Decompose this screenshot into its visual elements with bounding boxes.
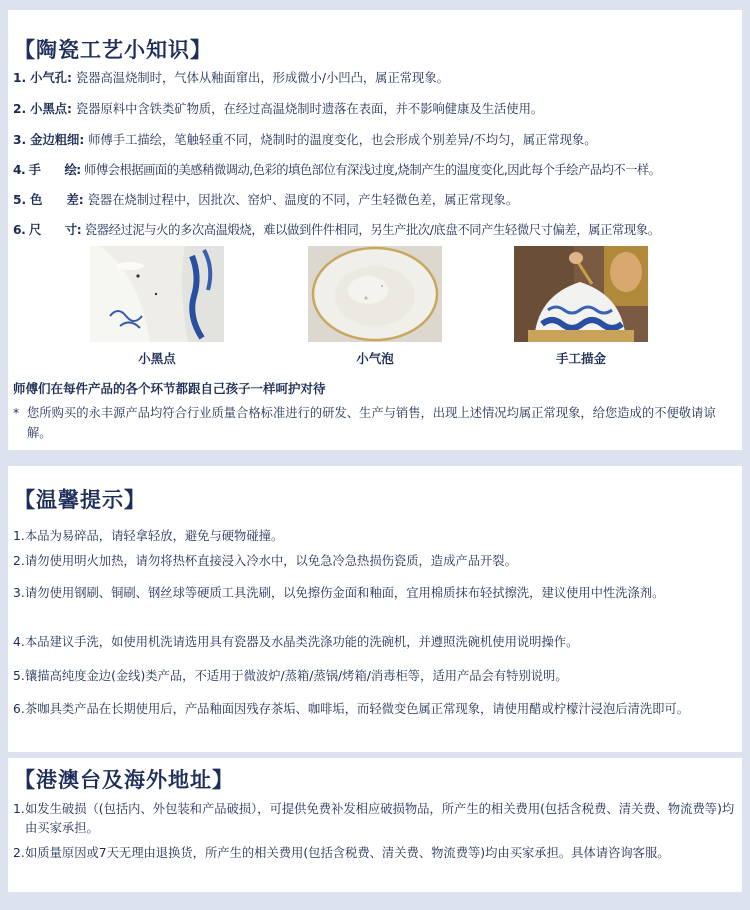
- knowledge-desc: 师傅手工描绘，笔触轻重不同，烧制时的温度变化，也会形成个别差异/不均匀，属正常现象。: [88, 133, 597, 147]
- section-title-knowledge: 【陶瓷工艺小知识】: [14, 38, 212, 62]
- knowledge-term: 小黑点:: [30, 102, 72, 116]
- knowledge-term: 小气孔:: [30, 71, 72, 85]
- overseas-address-section: [8, 758, 742, 892]
- knowledge-desc: 瓷器在烧制过程中，因批次、窑炉、温度的不同，产生轻微色差，属正常现象。: [87, 193, 519, 207]
- hand-gilding-photo: [514, 246, 648, 342]
- knowledge-term: 尺 寸:: [28, 223, 82, 237]
- quality-disclaimer: * 您所购买的永丰源产品均符合行业质量合格标准进行的研发、生产与销售，出现上述情况均属正常现象，给您造成的不便敬请谅解。: [13, 406, 716, 440]
- caption-bubble: 小气泡: [356, 351, 394, 366]
- knowledge-desc: 瓷器原料中含铁类矿物质，在经过高温烧制时遗落在表面，并不影响健康及生活使用。: [75, 102, 544, 116]
- bubble-photo: [308, 246, 442, 342]
- section-title-address: 【港澳台及海外地址】: [14, 768, 234, 792]
- knowledge-term: 色 差:: [30, 193, 84, 207]
- caption-hand-gilding: 手工描金: [555, 351, 606, 366]
- tip-item: 4. 本品建议手洗，如使用机洗请选用具有瓷器及水晶类洗涤功能的洗碗机，并遵照洗碗机使用说明操作。: [13, 635, 579, 649]
- knowledge-item: 6. 尺 寸: 瓷器经过泥与火的多次高温煅烧，难以做到件件相同，另生产批次/底盘不同产生轻微尺寸偏差，属正常现象。: [13, 223, 660, 237]
- caption-black-spot: 小黑点: [138, 351, 176, 366]
- knowledge-item: 3. 金边粗细: 师傅手工描绘，笔触轻重不同，烧制时的温度变化，也会形成个别差异/不均匀，属正常现象。: [13, 133, 597, 147]
- tip-item: 3. 请勿使用钢刷、铜刷、钢丝球等硬质工具洗刷，以免擦伤金面和釉面，宜用棉质抹布轻拭擦洗，建议使用中性洗涤剂。: [13, 586, 665, 600]
- tip-item: 2. 请勿使用明火加热，请勿将热杯直接浸入冷水中，以免急冷急热损伤瓷质，造成产品开裂。: [13, 554, 517, 568]
- knowledge-item: 5. 色 差: 瓷器在烧制过程中，因批次、窑炉、温度的不同，产生轻微色差，属正常现象。: [13, 193, 519, 207]
- tip-item: 5. 镶描高纯度金边(金线)类产品，不适用于微波炉/蒸箱/蒸锅/烤箱/消毒柜等，适用产品会有特别说明。: [13, 669, 568, 683]
- section-title-tips: 【温馨提示】: [14, 488, 146, 512]
- knowledge-desc: 瓷器经过泥与火的多次高温煅烧，难以做到件件相同，另生产批次/底盘不同产生轻微尺寸偏差，属正常现象。: [84, 223, 660, 237]
- knowledge-desc: 瓷器高温烧制时，气体从釉面窜出，形成微小/小凹凸，属正常现象。: [75, 71, 449, 85]
- ceramic-knowledge-section: [8, 10, 742, 450]
- craftsman-care-note: 师傅们在每件产品的各个环节都跟自己孩子一样呵护对待: [13, 381, 326, 396]
- knowledge-item: 4. 手 绘: 师傅会根据画面的美感稍微调动,色彩的填色部位有深浅过度,烧制产生的温度变化,因此每个手绘产品均不一样。: [13, 163, 661, 177]
- knowledge-term: 金边粗细:: [30, 133, 85, 147]
- tip-item: 1. 本品为易碎品，请轻拿轻放，避免与硬物碰撞。: [13, 529, 284, 543]
- tip-item: 6. 茶咖具类产品在长期使用后，产品釉面因残存茶垢、咖啡垢，而轻微变色属正常现象，请使用醋或柠檬汁浸泡后清洗即可。: [13, 702, 690, 716]
- knowledge-term: 手 绘:: [28, 163, 81, 177]
- address-item: 2. 如质量原因或7天无理由退换货，所产生的相关费用(包括含税费、清关费、物流费等)均由买家承担。具体请咨询客服。: [13, 846, 670, 860]
- knowledge-item: 1. 小气孔: 瓷器高温烧制时，气体从釉面窜出，形成微小/小凹凸，属正常现象。: [13, 71, 449, 85]
- warm-tips-section: [8, 466, 742, 752]
- black-spot-photo: [90, 246, 224, 342]
- knowledge-desc: 师傅会根据画面的美感稍微调动,色彩的填色部位有深浅过度,烧制产生的温度变化,因此每个手绘产品均不一样。: [84, 163, 661, 177]
- address-item: 1. 如发生破损（(包括内、外包装和产品破损），可提供免费补发相应破损物品，所产生的相关费用(包括含税费、清关费、物流费等)均由买家承担。: [13, 802, 735, 835]
- knowledge-item: 2. 小黑点: 瓷器原料中含铁类矿物质，在经过高温烧制时遗落在表面，并不影响健康及生活使用。: [13, 102, 544, 116]
